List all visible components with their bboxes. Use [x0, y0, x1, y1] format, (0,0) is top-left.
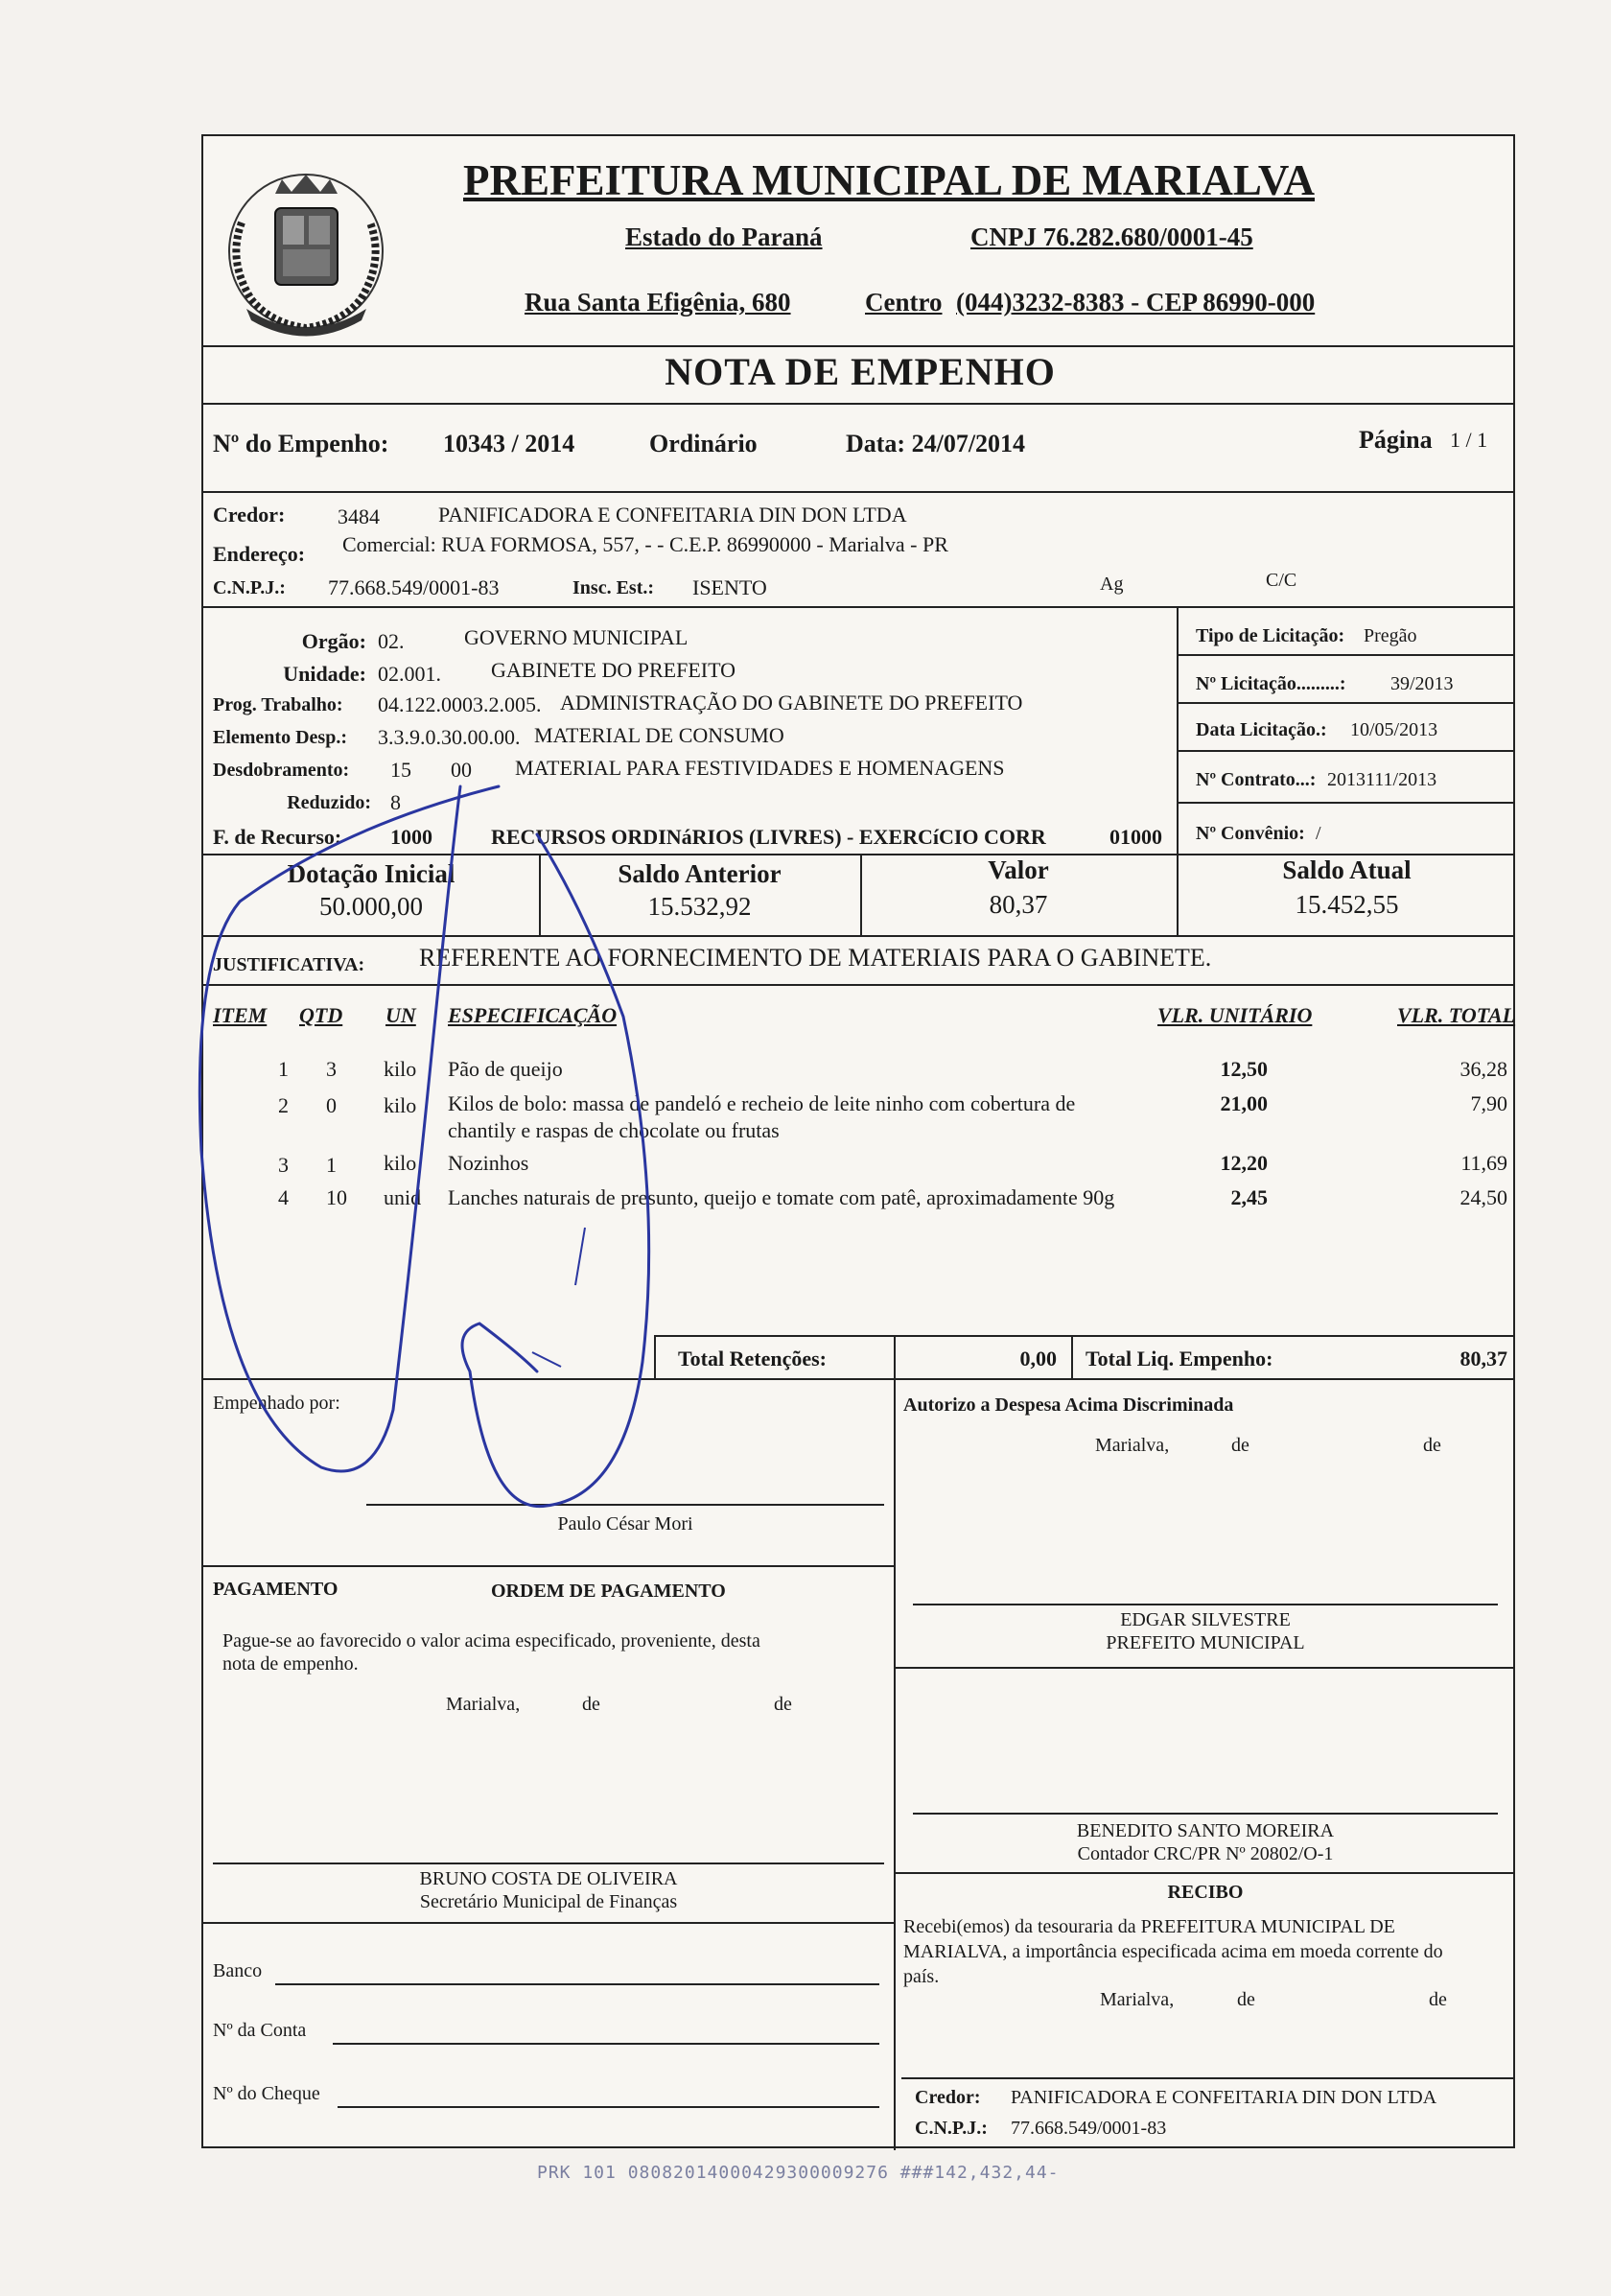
reduzido-value: 8: [390, 790, 401, 814]
credor-code: 3484: [338, 504, 380, 528]
prog-label: Prog. Trabalho:: [213, 694, 343, 715]
unidade-name: GABINETE DO PREFEITO: [491, 658, 736, 682]
col-total: VLR. TOTAL: [1397, 1003, 1516, 1027]
elemento-name: MATERIAL DE CONSUMO: [534, 723, 784, 747]
recibo-text-1: Recebi(emos) da tesouraria da PREFEITURA MUNICIPAL DE: [903, 1916, 1395, 1937]
ag-label: Ag: [1100, 574, 1124, 595]
orgao-label: Orgão:: [301, 629, 366, 653]
recurso-number: 01000: [1109, 825, 1162, 849]
num-licitacao-value: 39/2013: [1390, 673, 1454, 694]
recibo-text-3: país.: [903, 1966, 940, 1987]
elemento-code: 3.3.9.0.30.00.00.: [378, 725, 521, 749]
recurso-label: F. de Recurso:: [213, 825, 342, 849]
orgao-name: GOVERNO MUNICIPAL: [464, 625, 689, 649]
cheque-label: Nº do Cheque: [213, 2083, 320, 2104]
saldo-atual-label: Saldo Atual: [1282, 855, 1412, 884]
header-title: PREFEITURA MUNICIPAL DE MARIALVA: [462, 156, 1316, 204]
contador-cargo: Contador CRC/PR Nº 20802/O-1: [1077, 1843, 1334, 1864]
pagamento-de-2: de: [774, 1694, 792, 1715]
justificativa-label: JUSTIFICATIVA:: [213, 954, 365, 975]
pagamento-label: PAGAMENTO: [213, 1579, 339, 1600]
tipo-licitacao-label: Tipo de Licitação:: [1196, 625, 1345, 646]
cc-label: C/C: [1266, 570, 1297, 591]
prefeito-nome: EDGAR SILVESTRE: [1120, 1609, 1291, 1630]
insc-value: ISENTO: [692, 575, 767, 599]
convenio-label: Nº Convênio:: [1196, 823, 1305, 844]
header-street: Rua Santa Efigênia, 680: [525, 288, 791, 316]
recibo-credor-label: Credor:: [915, 2087, 981, 2108]
recibo-credor-value: PANIFICADORA E CONFEITARIA DIN DON LTDA: [1011, 2087, 1437, 2108]
page-value: 1 / 1: [1450, 428, 1488, 452]
recibo-text-2: MARIALVA, a importância especificada acima em moeda corrente do: [903, 1941, 1443, 1962]
autorizo-de-1: de: [1231, 1435, 1249, 1456]
col-spec: ESPECIFICAÇÃO: [448, 1003, 618, 1027]
credor-cnpj: 77.668.549/0001-83: [328, 575, 500, 599]
credor-name: PANIFICADORA E CONFEITARIA DIN DON LTDA: [438, 503, 907, 527]
elemento-label: Elemento Desp.:: [213, 727, 347, 748]
pagamento-cidade: Marialva,: [446, 1694, 521, 1715]
empenhado-nome: Paulo César Mori: [557, 1513, 693, 1535]
convenio-value: /: [1316, 823, 1321, 844]
recibo-cnpj-label: C.N.P.J.:: [915, 2118, 988, 2139]
valor-value: 80,37: [989, 890, 1048, 919]
unidade-label: Unidade:: [283, 662, 366, 686]
empenho-label: Nº do Empenho:: [213, 430, 389, 457]
contador-nome: BENEDITO SANTO MOREIRA: [1076, 1820, 1335, 1841]
col-un: UN: [385, 1003, 416, 1027]
insc-label: Insc. Est.:: [572, 577, 655, 598]
data-licitacao-label: Data Licitação.:: [1196, 719, 1327, 740]
dotacao-value: 50.000,00: [319, 892, 423, 921]
pagamento-de-1: de: [582, 1694, 600, 1715]
document-title: NOTA DE EMPENHO: [665, 350, 1056, 393]
header-district: Centro: [865, 288, 943, 316]
autorizo-cidade: Marialva,: [1095, 1435, 1170, 1456]
recibo-cidade: Marialva,: [1100, 1989, 1175, 2010]
desdobramento-b: 00: [451, 758, 472, 782]
saldo-atual-value: 15.452,55: [1295, 890, 1399, 919]
scan-stamp: PRK 101 08082014000429300009276 ###142,432,44-: [537, 2163, 1060, 2183]
contrato-value: 2013111/2013: [1327, 769, 1437, 790]
banco-field[interactable]: [275, 1983, 879, 1985]
col-unit: VLR. UNITÁRIO: [1157, 1003, 1313, 1027]
recibo-label: RECIBO: [1167, 1882, 1244, 1903]
desdobramento-a: 15: [390, 758, 411, 782]
secretario-cargo: Secretário Municipal de Finanças: [419, 1891, 678, 1912]
prefeito-cargo: PREFEITO MUNICIPAL: [1106, 1632, 1305, 1653]
autorizo-de-2: de: [1423, 1435, 1441, 1456]
prog-name: ADMINISTRAÇÃO DO GABINETE DO PREFEITO: [560, 691, 1023, 715]
autorizo-text: Autorizo a Despesa Acima Discriminada: [903, 1394, 1234, 1416]
retencoes-value: 0,00: [1019, 1347, 1057, 1371]
header-phone-cep: (044)3232-8383 - CEP 86990-000: [956, 288, 1316, 316]
empenho-date: Data: 24/07/2014: [846, 430, 1026, 457]
col-qtd: QTD: [299, 1003, 343, 1027]
recurso-code: 1000: [390, 825, 432, 849]
tipo-licitacao-value: Pregão: [1364, 625, 1417, 646]
valor-label: Valor: [988, 855, 1049, 884]
conta-field[interactable]: [333, 2043, 879, 2045]
desdobramento-name: MATERIAL PARA FESTIVIDADES E HOMENAGENS: [515, 756, 1005, 780]
liq-value: 80,37: [1459, 1347, 1507, 1371]
credor-cnpj-label: C.N.P.J.:: [213, 577, 286, 598]
empenhado-label: Empenhado por:: [213, 1393, 340, 1414]
pagamento-text-1: Pague-se ao favorecido o valor acima especificado, proveniente, desta: [222, 1630, 760, 1652]
recibo-de-1: de: [1237, 1989, 1255, 2010]
desdobramento-label: Desdobramento:: [213, 760, 350, 781]
ordem-pagamento: ORDEM DE PAGAMENTO: [491, 1581, 726, 1602]
credor-label: Credor:: [213, 503, 286, 527]
empenho-number: 10343 / 2014: [443, 430, 575, 457]
page-label: Página: [1359, 426, 1433, 454]
empenho-type: Ordinário: [649, 430, 758, 457]
justificativa-text: REFERENTE AO FORNECIMENTO DE MATERIAIS PARA O GABINETE.: [419, 944, 1212, 972]
header-cnpj: CNPJ 76.282.680/0001-45: [970, 223, 1253, 251]
banco-label: Banco: [213, 1960, 263, 1981]
credor-address: Comercial: RUA FORMOSA, 557, - - C.E.P. 86990000 - Marialva - PR: [342, 532, 948, 556]
col-item: ITEM: [213, 1003, 268, 1027]
secretario-nome: BRUNO COSTA DE OLIVEIRA: [419, 1868, 678, 1889]
prog-code: 04.122.0003.2.005.: [378, 692, 542, 716]
nota-de-empenho-document: PREFEITURA MUNICIPAL DE MARIALVA Estado do Paraná CNPJ 76.282.680/0001-45 Rua Santa Efigênia, 680 Centro (044)3232-8383 - CEP 86990-000 NOTA DE EMPENHO Nº do Empenho: 10343 / 2014 Ordinário Data: 24/07/2014 Página 1 / 1 Credor: 3484 PANIFICADORA E CONFEITARIA DIN DON LTDA Endereço: Comercial: RUA FORMOSA, 557, - - C.E.P. 86990000 - Marialva - PR C.N.P.J.: 77.668.549/0001-83 Insc. Est.: ISENTO Ag C/C Orgão: 02. GOVERNO MUNICIPAL Unidade: 02.001. GABINETE DO PREFEITO Prog. Trabalho: 04.122.0003.2.005. ADMINISTRAÇÃO DO GABINETE DO PREFEITO Elemento Desp.: 3.3.9.0.30.00.00. MATERIAL DE CONSUMO Desdobramento: 15 00 MATERIAL PARA FESTIVIDADES E HOMENAGENS Reduzido: 8 F. de Recurso: 1000 RECURSOS ORDINáRIOS (LIVRES) - EXERCíCIO CORR 01000 Tipo de Licitação: Pregão Nº Licitação.........: 39/2013 Data Licitação.: 10/05/2013 Nº Contrato...: 2013111/2013 Nº Convênio: / Dotação Inicial 50.000,00 Saldo Anterior 15.532,92 Valor 80,37 Saldo Atual 15.452,55 JUSTIFICATIVA: REFERENTE AO FORNECIMENTO DE MATERIAIS PARA O GABINETE. ITEM QTD UN ESPECIFICAÇÃO VLR. UNITÁRIO VLR. TOTAL 1 3 kilo Pão de queijo 12,50 36,28 2 0 kilo Kilos de bolo: massa de pandeló e recheio de leite ninho com cobertura de chantily e raspas de chocolate ou frutas 21,00 7,90 3 1 kilo Nozinhos 12,20 11,69 4 10 unid Lanches naturais de presunto, queijo e tomate com patê, aproximadamente 90g 2,45 24,50 Total Retenções: 0,00 Total Liq. Empenho: 80,37 Empenhado por: Paulo César Mori Autorizo a Despesa Acima Discriminada Marialva, de de EDGAR SILVESTRE PREFEITO MUNICIPAL PAGAMENTO ORDEM DE PAGAMENTO Pague-se ao favorecido o valor acima especificado, proveniente, desta nota de empenho. Marialva, de de BENEDITO SANTO MOREIRA Contador CRC/PR Nº 20802/O-1 BRUNO COSTA DE OLIVEIRA Secretário Municipal de Finanças RECIBO Recebi(emos) da tesouraria da PREFEITURA MUNICIPAL DE MARIALVA, a importância especificada acima em moeda corrente do país. Marialva, de de Banco Nº da Conta Nº do Cheque Credor: PANIFICADORA E CONFEITARIA DIN DON LTDA C.N.P.J.: 77.668.549/0001-83: [201, 134, 1515, 2148]
data-licitacao-value: 10/05/2013: [1350, 719, 1438, 740]
cheque-field[interactable]: [338, 2106, 879, 2108]
recibo-cnpj-value: 77.668.549/0001-83: [1011, 2118, 1167, 2139]
header-state: Estado do Paraná: [625, 223, 823, 251]
conta-label: Nº da Conta: [213, 2020, 307, 2041]
recibo-de-2: de: [1429, 1989, 1447, 2010]
orgao-code: 02.: [378, 629, 405, 653]
liq-label: Total Liq. Empenho:: [1086, 1347, 1273, 1371]
saldo-anterior-value: 15.532,92: [647, 892, 752, 921]
saldo-anterior-label: Saldo Anterior: [618, 859, 782, 888]
reduzido-label: Reduzido:: [287, 792, 371, 813]
retencoes-label: Total Retenções:: [678, 1347, 827, 1371]
num-licitacao-label: Nº Licitação.........:: [1196, 673, 1346, 694]
contrato-label: Nº Contrato...:: [1196, 769, 1317, 790]
pagamento-text-2: nota de empenho.: [222, 1653, 359, 1675]
unidade-code: 02.001.: [378, 662, 441, 686]
recurso-name: RECURSOS ORDINáRIOS (LIVRES) - EXERCíCIO CORR: [491, 825, 1046, 849]
address-label: Endereço:: [213, 542, 306, 566]
dotacao-label: Dotação Inicial: [287, 859, 455, 888]
